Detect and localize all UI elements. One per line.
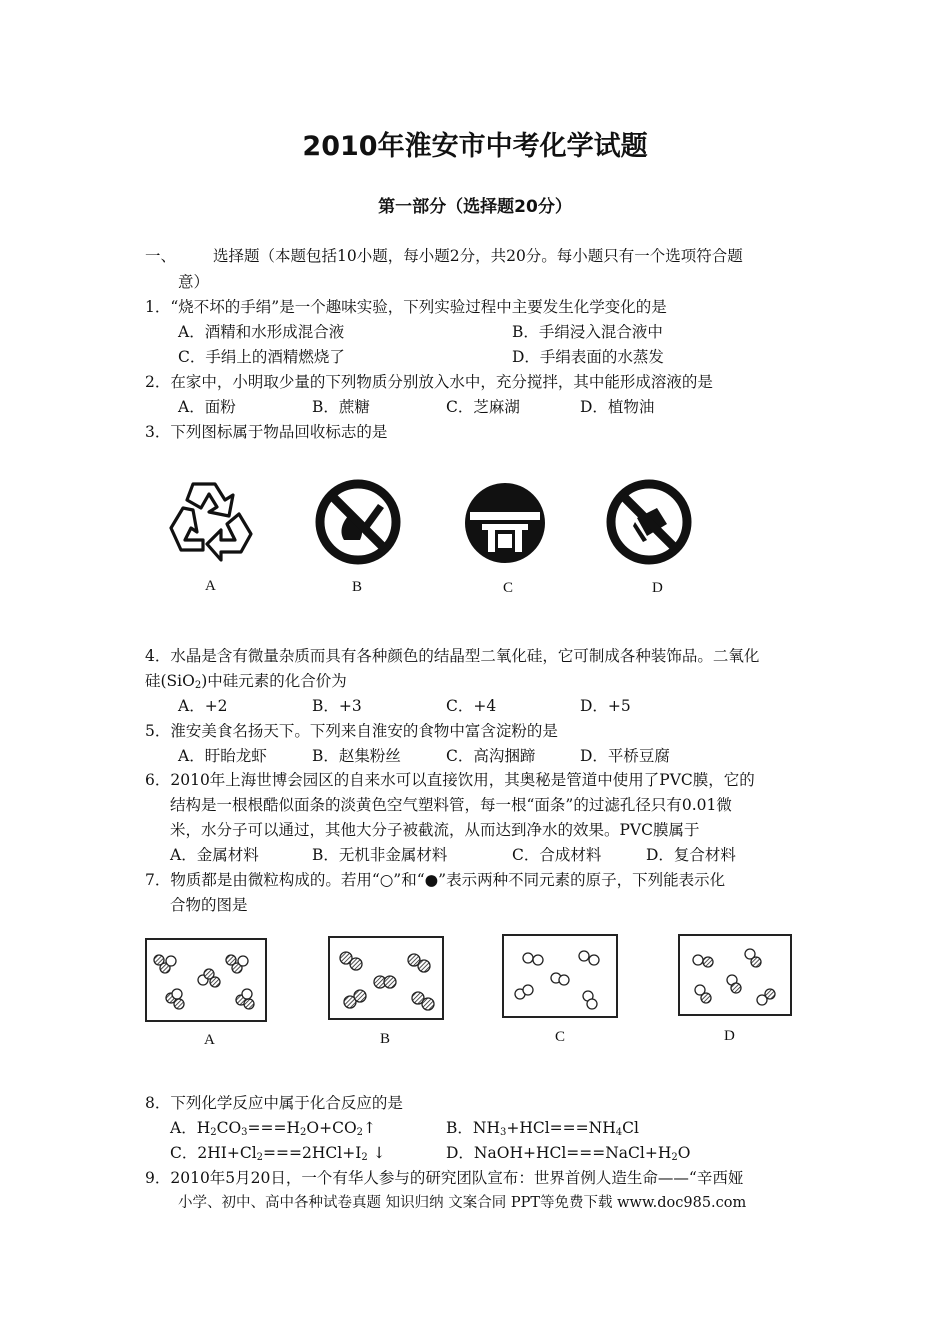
q1-option-b: B．手绢浸入混合液中 — [512, 323, 663, 341]
q2-option-c: C．芝麻湖 — [446, 398, 520, 416]
q7-label-b: B — [380, 1031, 391, 1047]
q6-option-b: B．无机非金属材料 — [312, 846, 448, 864]
q2-stem: 2．在家中，小明取少量的下列物质分别放入水中，充分搅拌，其中能形成溶液的是 — [145, 373, 713, 391]
page-title: 2010年淮安市中考化学试题 — [302, 131, 648, 162]
q3-label-b: B — [352, 579, 363, 595]
q1-option-c: C．手绢上的酒精燃烧了 — [178, 348, 345, 366]
q1-option-a: A．酒精和水形成混合液 — [178, 323, 345, 341]
q4-stem-cont: 硅(SiO$_2$)中硅元素的化合价为 — [145, 672, 347, 691]
q2-option-d: D．植物油 — [580, 398, 655, 416]
recycle-symbol-icon — [163, 478, 255, 564]
section-subtitle: 第一部分（选择题20分） — [378, 197, 572, 217]
q6-stem-line2: 结构是一根根酷似面条的淡黄色空气塑料管，每一根“面条”的过滤孔径只有0.01微 — [170, 796, 732, 814]
q2-option-b: B．蔗糖 — [312, 398, 370, 416]
particle-diagram-b — [328, 936, 444, 1020]
particle-diagram-a — [145, 938, 267, 1022]
q4-option-a: A．+2 — [178, 697, 228, 715]
q4-option-b: B．+3 — [312, 697, 362, 715]
q6-option-d: D．复合材料 — [646, 846, 736, 864]
q6-stem-line3: 米，水分子可以通过，其他大分子被截流，从而达到净水的效果。PVC膜属于 — [170, 821, 700, 839]
q8-option-d: D．$NaOH+HCl===NaCl+H_2O$ — [446, 1144, 691, 1163]
q7-stem-cont: 合物的图是 — [170, 896, 248, 914]
q1-stem: 1．“烧不坏的手绢”是一个趣味实验，下列实验过程中主要发生化学变化的是 — [145, 298, 667, 316]
q8-option-a: A．$H_2CO_3===H_2O+CO_2↑$ — [170, 1119, 377, 1138]
q9-stem: 9．2010年5月20日，一个有华人参与的研究团队宣布：世界首例人造生命——“辛西娅 — [145, 1169, 744, 1187]
q2-option-a: A．面粉 — [178, 398, 236, 416]
section-number: 一、 — [145, 247, 177, 265]
q8-option-b: B．$NH_3+HCl===NH_4Cl$ — [446, 1119, 639, 1138]
q4-option-c: C．+4 — [446, 697, 497, 715]
q5-option-b: B．赵集粉丝 — [312, 747, 401, 765]
q6-option-a: A．金属材料 — [170, 846, 259, 864]
q7-label-d: D — [724, 1028, 735, 1044]
q6-stem: 6．2010年上海世博会园区的自来水可以直接饮用，其奥秘是管道中使用了PVC膜，它的 — [145, 771, 755, 789]
q7-label-a: A — [204, 1032, 215, 1048]
q5-stem: 5．淮安美食名扬天下。下列来自淮安的食物中富含淀粉的是 — [145, 722, 558, 740]
particle-diagram-c — [502, 934, 618, 1018]
particle-diagram-d — [678, 934, 792, 1016]
q7-label-c: C — [555, 1029, 566, 1045]
q1-option-d: D．手绢表面的水蒸发 — [512, 348, 664, 366]
section-instructions: 选择题（本题包括10小题，每小题2分，共20分。每小题只有一个选项符合题 — [213, 247, 743, 265]
q7-stem: 7．物质都是由微粒构成的。若用“○”和“●”表示两种不同元素的原子，下列能表示化 — [145, 871, 726, 889]
q5-option-c: C．高沟捆蹄 — [446, 747, 536, 765]
no-fire-symbol-icon — [314, 478, 402, 566]
circle-emblem-symbol-icon — [460, 478, 550, 568]
q3-label-c: C — [503, 580, 514, 596]
q6-option-c: C．合成材料 — [512, 846, 602, 864]
q5-option-d: D．平桥豆腐 — [580, 747, 670, 765]
q3-label-d: D — [652, 580, 663, 596]
q3-label-a: A — [205, 578, 216, 594]
q5-option-a: A．盱眙龙虾 — [178, 747, 267, 765]
q8-option-c: C．$2HI+Cl_2===2HCl+I_2$ ↓ — [170, 1144, 386, 1163]
q4-stem: 4．水晶是含有微量杂质而具有各种颜色的结晶型二氧化硅，它可制成各种装饰品。二氧化 — [145, 647, 760, 665]
page-footer: 小学、初中、高中各种试卷真题 知识归纳 文案合同 PPT等免费下载 www.doc985.com — [178, 1195, 747, 1211]
section-instructions-cont: 意） — [178, 273, 210, 291]
no-package-symbol-icon — [605, 478, 693, 566]
q3-stem: 3．下列图标属于物品回收标志的是 — [145, 423, 388, 441]
q8-stem: 8．下列化学反应中属于化合反应的是 — [145, 1094, 403, 1112]
q4-option-d: D．+5 — [580, 697, 631, 715]
